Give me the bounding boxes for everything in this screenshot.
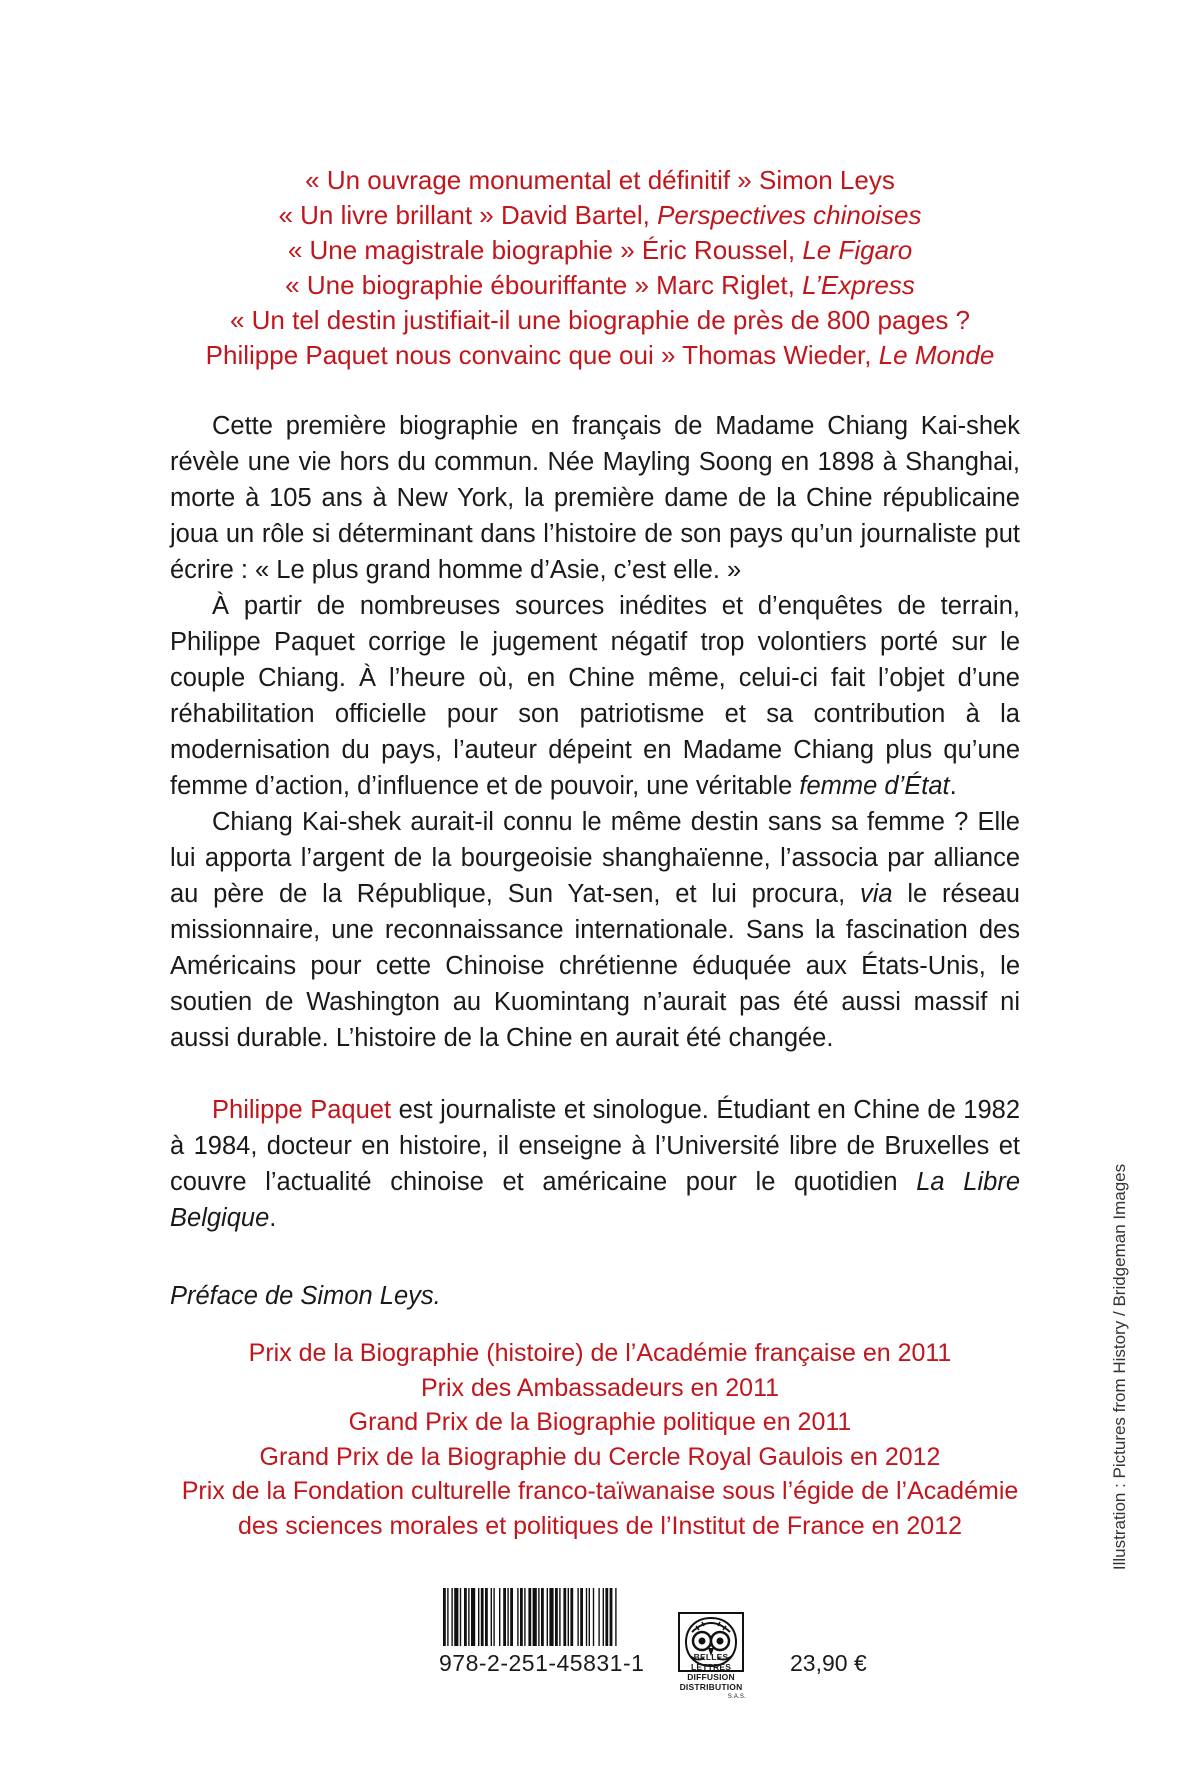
barcode-bar (464, 1588, 467, 1646)
barcode-bar (493, 1588, 494, 1646)
description-paragraph-3: Chiang Kai-shek aurait-il connu le même destin sans sa femme ? Elle lui apporta l’argent de la bourgeoisie shanghaïenne, l’associa par alliance au père de la République, Sun Yat-sen, et lui procura, via le réseau missionnaire, une reconnaissance internationale. Sans la fascination des Américains pour cette Chinoise chrétienne éduquée aux États-Unis, le soutien de Washington au Kuomintang n’aurait pas été aussi massif ni aussi durable. L’histoire de la Chine en aurait été changée. (170, 808, 1020, 1052)
isbn-number: 978-2-251-45831-1 (439, 1650, 645, 1676)
barcode-bar (468, 1588, 469, 1646)
preface-note: Préface de Simon Leys. (170, 1282, 441, 1310)
barcode-bar (610, 1588, 613, 1646)
barcode-bar (605, 1588, 608, 1646)
barcode-bar (586, 1588, 587, 1646)
barcode-bar (510, 1588, 513, 1646)
barcode-bar (580, 1588, 583, 1646)
author-name: Philippe Paquet (212, 1096, 392, 1124)
barcode-bar (447, 1588, 448, 1646)
barcode-bar (524, 1588, 525, 1646)
quote-line: Philippe Paquet nous convainc que oui » Thomas Wieder, Le Monde (205, 340, 995, 370)
prize-line: Grand Prix de la Biographie du Cercle Royal Gaulois en 2012 (259, 1442, 941, 1471)
description-paragraph-2: À partir de nombreuses sources inédites et d’enquêtes de terrain, Philippe Paquet corrige le jugement négatif trop volontiers porté sur le couple Chiang. À l’heure où, en Chine même, celui-ci fait l’objet d’une réhabilitation officielle pour son patriotisme et sa contribution à la modernisation du pays, l’auteur dépeint en Madame Chiang plus qu’une femme d’action, d’influence et de pouvoir, une véritable femme d’État. (170, 592, 1020, 800)
barcode-bar (451, 1588, 452, 1646)
prize-line: des sciences morales et politiques de l’Institut de France en 2012 (237, 1511, 963, 1540)
barcode-bar (503, 1588, 506, 1646)
barcode-bar (520, 1588, 523, 1646)
barcode-bar (481, 1588, 484, 1646)
barcode-bar (460, 1588, 461, 1646)
description-paragraph-1: Cette première biographie en français de Madame Chiang Kai-shek révèle une vie hors du commun. Née Mayling Soong en 1898 à Shanghai, morte à 105 ans à New York, la première dame de la Chine républicaine joua un rôle si déterminant dans l’histoire de son pays qu’un journaliste put écrire : « Le plus grand homme d’Asie, c’est elle. » (170, 412, 1020, 584)
barcode-bar (593, 1588, 594, 1646)
barcode-bar (485, 1588, 488, 1646)
barcode-bar (568, 1588, 569, 1646)
price: 23,90 € (790, 1650, 867, 1676)
quote-line: « Un ouvrage monumental et définitif » Simon Leys (305, 165, 895, 195)
barcode-bar (499, 1588, 500, 1646)
barcode-bar (570, 1588, 573, 1646)
barcode-bar (454, 1588, 458, 1646)
newspaper-name: La Libre Belgique (170, 1168, 1020, 1232)
barcode-bar (443, 1588, 446, 1646)
barcode-bar (533, 1588, 537, 1646)
prizes-list (0, 1336, 1200, 1543)
barcode-bar (538, 1588, 539, 1646)
barcode-icon (441, 1588, 677, 1646)
prize-line: Prix de la Fondation culturelle franco-taïwanaise sous l’égide de l’Académie (181, 1477, 1019, 1505)
barcode-bar (478, 1588, 479, 1646)
barcode-bar (491, 1588, 492, 1646)
barcode-bar (603, 1588, 604, 1646)
prize-line: Prix des Ambassadeurs en 2011 (420, 1373, 780, 1402)
barcode-bar (547, 1588, 548, 1646)
barcode-bar (517, 1588, 518, 1646)
barcode-bar (559, 1588, 560, 1646)
quote-line: « Une biographie ébouriffante » Marc Riglet, L’Express (285, 270, 915, 300)
book-description (170, 408, 1020, 1056)
illustration-credit-text: Illustration : Pictures from History / Bridgeman Images (1110, 1163, 1129, 1571)
barcode-bar (555, 1588, 558, 1646)
barcode-bar (471, 1588, 475, 1646)
barcode-bar (615, 1588, 616, 1646)
quote-line: « Un tel destin justifiait-il une biographie de près de 800 pages ? (229, 305, 971, 335)
barcode-bar (541, 1588, 544, 1646)
barcode-bar (563, 1588, 566, 1646)
author-bio: Philippe Paquet est journaliste et sinologue. Étudiant en Chine de 1982 à 1984, docteur en histoire, il enseigne à l’Université libre de Bruxelles et couvre l’actualité chinoise et américaine pour le quotidien La Libre Belgique. (170, 1096, 1021, 1232)
barcode-bar (577, 1588, 578, 1646)
publisher-name: BELLES LETTRES DIFFUSION DISTRIBUTION S.A.S. (679, 1652, 746, 1700)
barcode-bar (598, 1588, 599, 1646)
prize-line: Grand Prix de la Biographie politique en 2011 (348, 1408, 852, 1436)
praise-quotes (0, 163, 1200, 373)
barcode-bar (507, 1588, 508, 1646)
barcode-bar (589, 1588, 590, 1646)
barcode-bar (549, 1588, 553, 1646)
prize-line: Prix de la Biographie (histoire) de l’Académie française en 2011 (248, 1339, 952, 1367)
quote-line: « Une magistrale biographie » Éric Roussel, Le Figaro (287, 235, 913, 265)
barcode-bar (528, 1588, 531, 1646)
quote-line: « Un livre brillant » David Bartel, Perspectives chinoises (278, 200, 922, 230)
